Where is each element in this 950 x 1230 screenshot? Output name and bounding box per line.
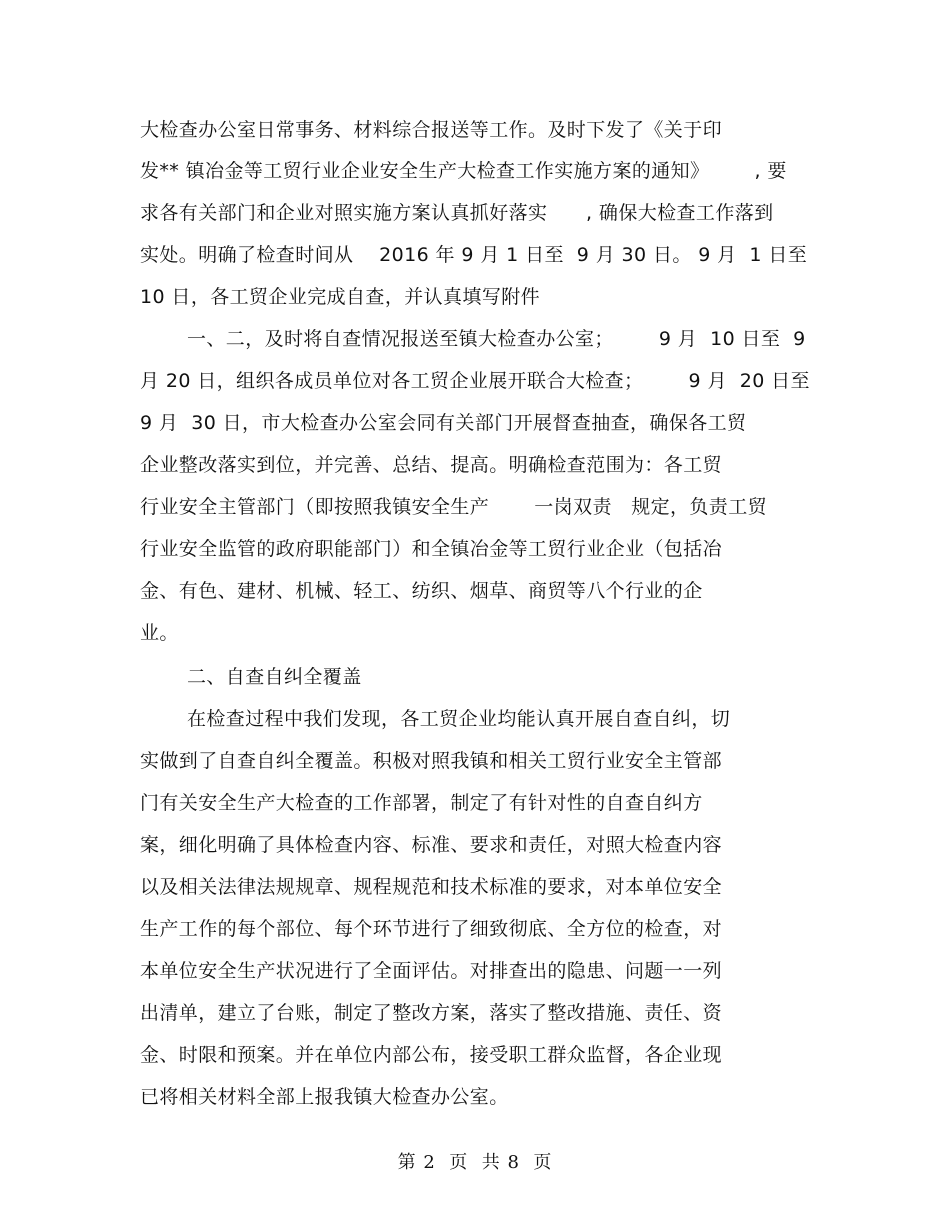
text-line: 已将相关材料全部上报我镇大检查办公室。 — [140, 1086, 509, 1108]
text-line: 实做到了自查自纠全覆盖。积极对照我镇和相关工贸行业安全主管部 — [140, 750, 723, 772]
text-line: 以及相关法律法规规章、规程规范和技术标准的要求，对本单位安全 — [140, 876, 723, 898]
text-line: 9 月 30 日，市大检查办公室会同有关部门开展督查抽查，确保各工贸 — [140, 412, 747, 434]
text-line: 出清单，建立了台账，制定了整改方案，落实了整改措施、责任、资 — [140, 1002, 723, 1024]
text-line: 一、二，及时将自查情况报送至镇大检查办公室； 9 月 10 日至 9 — [187, 328, 806, 350]
text-line: 实处。明确了检查时间从 2016 年 9 月 1 日至 9 月 30 日。 9 月 1 日至 — [140, 244, 808, 266]
text-line: 金、时限和预案。并在单位内部公布，接受职工群众监督，各企业现 — [140, 1044, 723, 1066]
text-line: 发** 镇冶金等工贸行业企业安全生产大检查工作实施方案的通知》 , 要 — [140, 160, 787, 182]
text-line: 10 日，各工贸企业完成自查，并认真填写附件 — [140, 286, 541, 308]
text-line: 企业整改落实到位，并完善、总结、提高。明确检查范围为：各工贸 — [140, 454, 723, 476]
text-line: 门有关安全生产大检查的工作部署，制定了有针对性的自查自纠方 — [140, 792, 703, 814]
text-line: 在检查过程中我们发现，各工贸企业均能认真开展自查自纠，切 — [187, 708, 731, 730]
text-line: 生产工作的每个部位、每个环节进行了细致彻底、全方位的检查，对 — [140, 918, 723, 940]
text-line: 金、有色、建材、机械、轻工、纺织、烟草、商贸等八个行业的企 — [140, 580, 703, 602]
text-line: 行业安全监管的政府职能部门）和全镇冶金等工贸行业企业（包括冶 — [140, 538, 723, 560]
text-line: 行业安全主管部门（即按照我镇安全生产 一岗双责 规定，负责工贸 — [140, 496, 767, 518]
page-number-footer: 第 2 页 共 8 页 — [397, 1152, 553, 1173]
text-line: 大检查办公室日常事务、材料综合报送等工作。及时下发了《关于印 — [140, 119, 723, 141]
text-line: 业。 — [140, 622, 179, 644]
text-line: 求各有关部门和企业对照实施方案认真抓好落实 , 确保大检查工作落到 — [140, 202, 774, 224]
section-heading: 二、自查自纠全覆盖 — [187, 666, 362, 688]
text-line: 月 20 日，组织各成员单位对各工贸企业展开联合大检查； 9 月 20 日至 — [140, 370, 810, 392]
text-line: 本单位安全生产状况进行了全面评估。对排查出的隐患、问题一一列 — [140, 960, 723, 982]
text-line: 案，细化明确了具体检查内容、标准、要求和责任，对照大检查内容 — [140, 834, 723, 856]
